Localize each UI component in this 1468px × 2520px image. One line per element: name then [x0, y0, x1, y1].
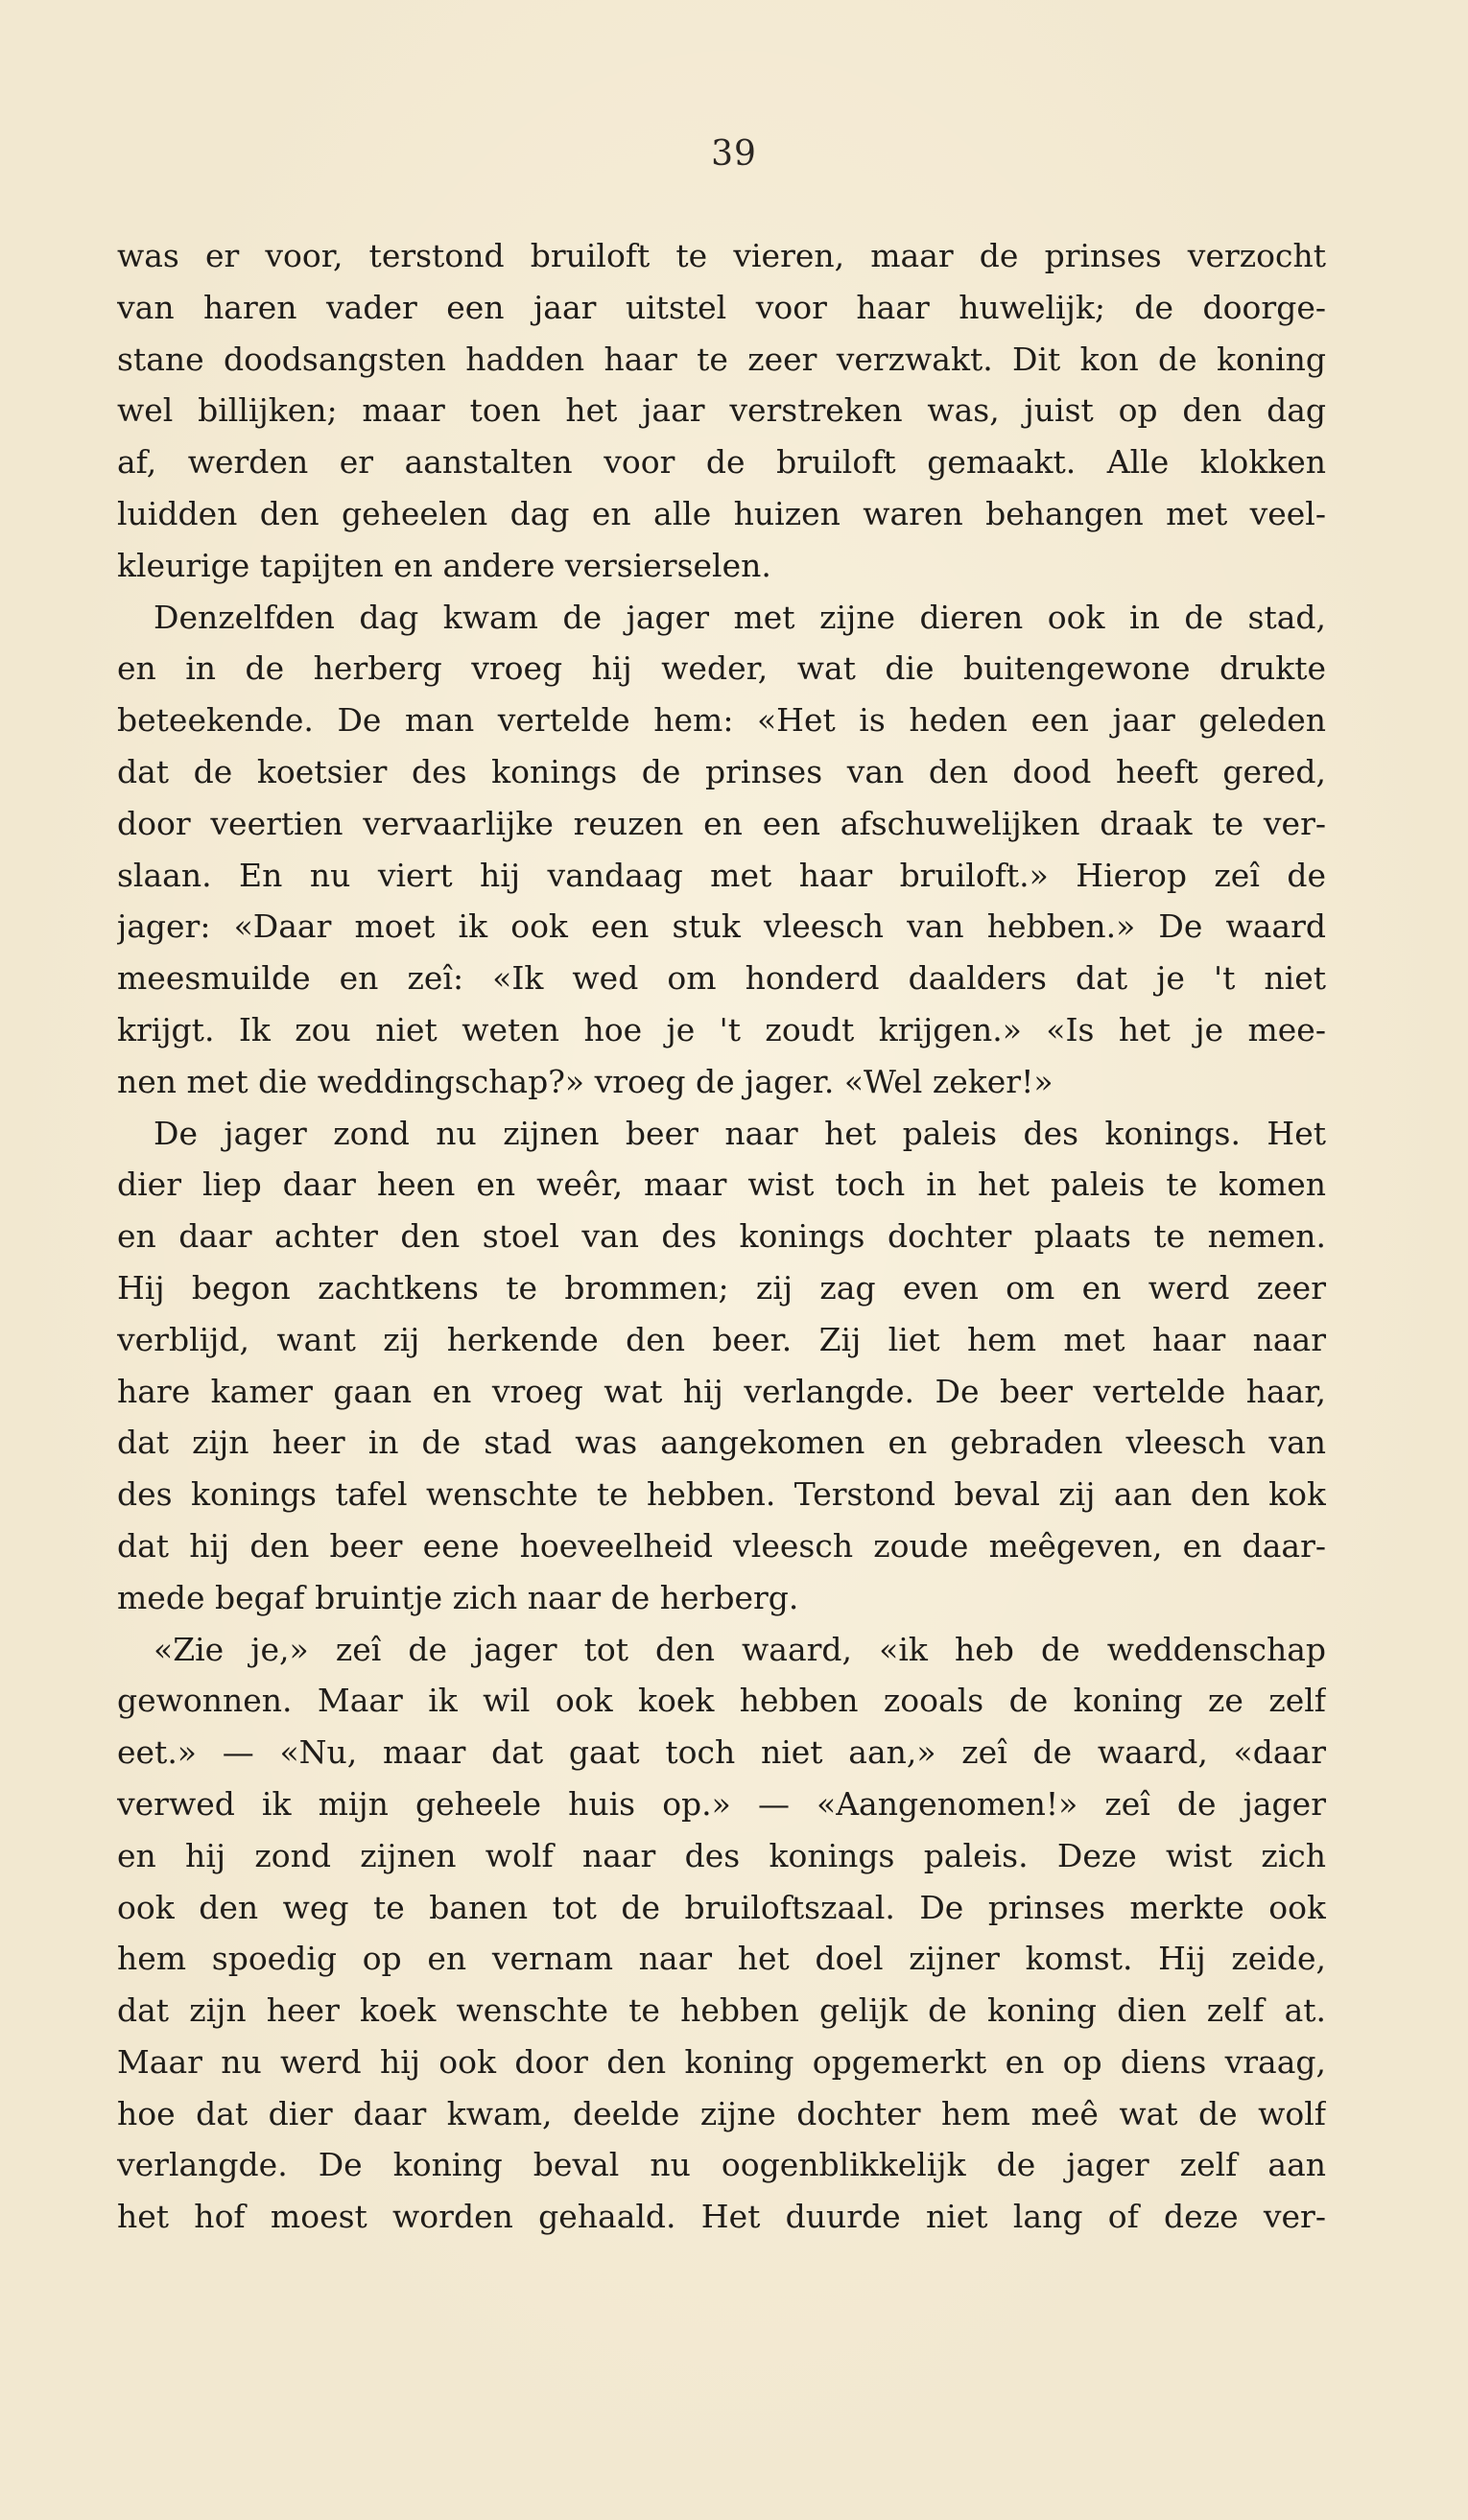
text-line: mede begaf bruintje zich naar de herberg.: [117, 1578, 799, 1616]
text-line: eet.» — «Nu, maar dat gaat toch niet aan,» zeî de waard, «daar: [117, 1733, 1326, 1772]
page-number: 39: [711, 134, 757, 174]
text-line: luidden den geheelen dag en alle huizen waren behangen met veel-: [117, 494, 1326, 532]
text-line: dat de koetsier des konings de prinses van den dood heeft gered,: [117, 752, 1326, 790]
text-line: het hof moest worden gehaald. Het duurde niet lang of deze ver-: [117, 2198, 1326, 2236]
text-line: «Zie je,» zeî de jager tot den waard, «ik heb de weddenschap: [154, 1630, 1326, 1668]
text-line: stane doodsangsten hadden haar te zeer verzwakt. Dit kon de koning: [117, 340, 1326, 378]
text-line: jager: «Daar moet ik ook een stuk vleesch van hebben.» De waard: [117, 907, 1326, 946]
text-line: hare kamer gaan en vroeg wat hij verlangde. De beer vertelde haar,: [117, 1372, 1326, 1410]
text-line: Maar nu werd hij ook door den koning opgemerkt en op diens vraag,: [117, 2042, 1326, 2081]
text-line: en daar achter den stoel van des konings dochter plaats te nemen.: [117, 1217, 1326, 1256]
text-line: was er voor, terstond bruiloft te vieren, maar de prinses verzocht: [117, 237, 1326, 274]
text-line: krijgt. Ik zou niet weten hoe je 't zoudt krijgen.» «Is het je mee-: [117, 1010, 1326, 1048]
text-line: des konings tafel wenschte te hebben. Terstond beval zij aan den kok: [117, 1475, 1326, 1514]
text-line: verwed ik mijn geheele huis op.» — «Aangenomen!» zeî de jager: [117, 1784, 1326, 1823]
text-line: slaan. En nu viert hij vandaag met haar bruiloft.» Hierop zeî de: [117, 856, 1326, 894]
text-line: De jager zond nu zijnen beer naar het paleis des konings. Het: [154, 1114, 1326, 1152]
text-line: dier liep daar heen en weêr, maar wist toch in het paleis te komen: [117, 1166, 1326, 1204]
text-line: af, werden er aanstalten voor de bruiloft gemaakt. Alle klokken: [117, 443, 1326, 482]
text-line: meesmuilde en zeî: «Ik wed om honderd daalders dat je 't niet: [117, 959, 1326, 998]
text-line: dat zijn heer in de stad was aangekomen en gebraden vleesch van: [117, 1424, 1326, 1462]
text-line: Hij begon zachtkens te brommen; zij zag even om en werd zeer: [117, 1268, 1326, 1307]
body-text: [117, 230, 1326, 2243]
text-line: Denzelfden dag kwam de jager met zijne dieren ook in de stad,: [154, 598, 1326, 636]
text-line: hoe dat dier daar kwam, deelde zijne dochter hem meê wat de wolf: [117, 2094, 1326, 2132]
text-line: beteekende. De man vertelde hem: «Het is heden een jaar geleden: [117, 701, 1326, 740]
text-line: wel billijken; maar toen het jaar verstreken was, juist op den dag: [117, 391, 1326, 430]
text-line: en hij zond zijnen wolf naar des konings paleis. Deze wist zich: [117, 1836, 1326, 1874]
text-line: ook den weg te banen tot de bruiloftszaal. De prinses merkte ook: [117, 1888, 1326, 1926]
text-line: en in de herberg vroeg hij weder, wat die buitengewone drukte: [117, 649, 1326, 688]
text-line: hem spoedig op en vernam naar het doel zijner komst. Hij zeide,: [117, 1940, 1326, 1978]
text-line: nen met die weddingschap?» vroeg de jager. «Wel zeker!»: [117, 1062, 1054, 1100]
text-line: gewonnen. Maar ik wil ook koek hebben zooals de koning ze zelf: [117, 1682, 1326, 1720]
text-line: verlangde. De koning beval nu oogenblikkelijk de jager zelf aan: [117, 2146, 1326, 2184]
text-line: door veertien vervaarlijke reuzen en een afschuwelijken draak te ver-: [117, 804, 1326, 842]
text-line: dat zijn heer koek wenschte te hebben gelijk de koning dien zelf at.: [117, 1991, 1326, 2030]
text-line: dat hij den beer eene hoeveelheid vleesch zoude meêgeven, en daar-: [117, 1526, 1326, 1565]
text-line: verblijd, want zij herkende den beer. Zij liet hem met haar naar: [117, 1320, 1326, 1358]
text-line: van haren vader een jaar uitstel voor haar huwelijk; de doorge-: [117, 288, 1326, 326]
text-line: kleurige tapijten en andere versierselen.: [117, 546, 771, 584]
